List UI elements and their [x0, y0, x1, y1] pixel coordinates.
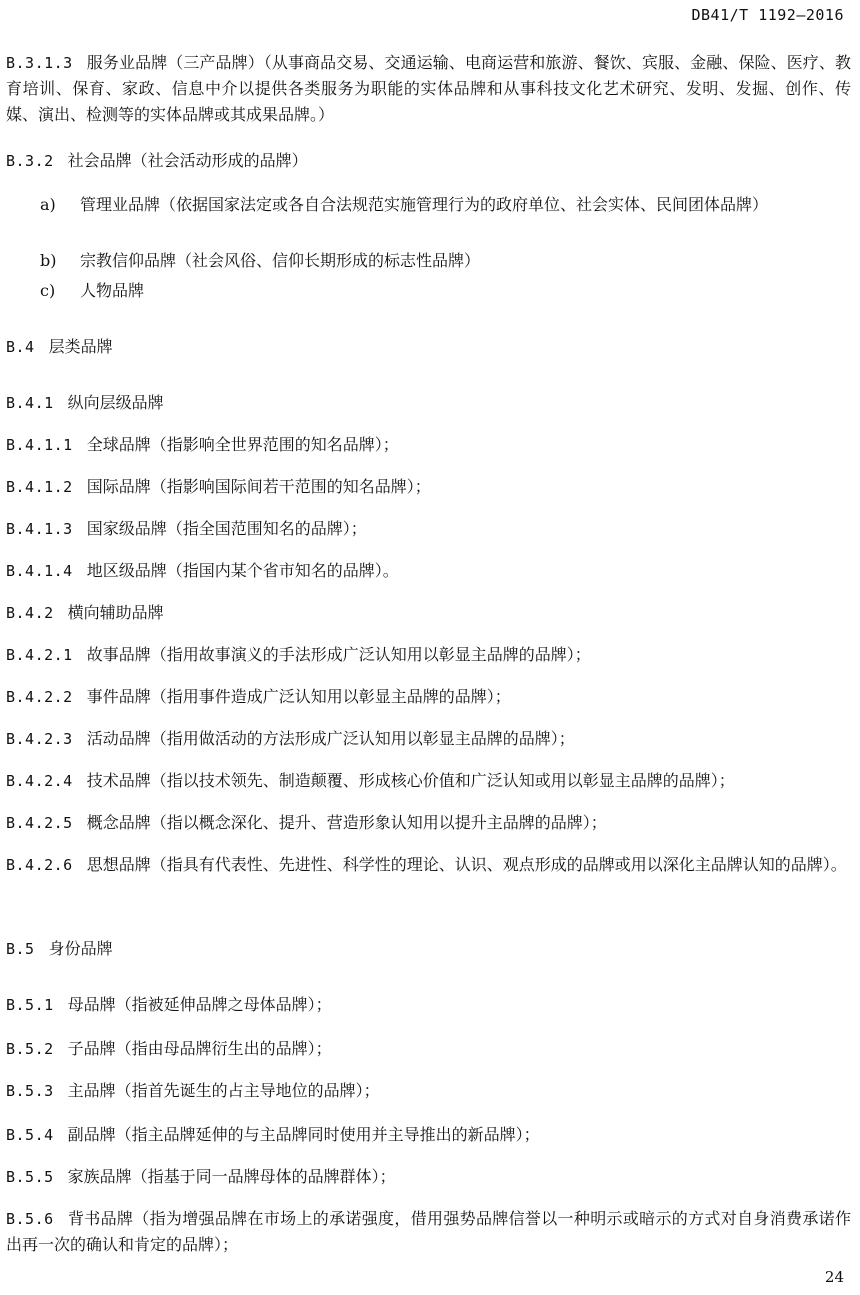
clause-text: 思想品牌（指具有代表性、先进性、科学性的理论、认识、观点形成的品牌或用以深化主品牌认知的品牌）。: [86, 855, 847, 874]
clause-b4-2-6: [6, 852, 851, 878]
clause-number: B.5: [6, 940, 35, 958]
clause-number: B.4: [6, 338, 35, 356]
clause-number: B.5.3: [6, 1082, 54, 1100]
clause-text: 概念品牌（指以概念深化、提升、营造形象认知用以提升主品牌的品牌）；: [86, 813, 607, 832]
clause-b4-2-4: [6, 768, 851, 794]
clause-text: 社会品牌（社会活动形成的品牌）: [67, 151, 308, 170]
clause-b4-2: [6, 600, 851, 626]
clause-b4-2-1: [6, 642, 851, 668]
list-marker: c): [40, 281, 56, 300]
clause-text: 服务业品牌（三产品牌）（从事商品交易、交通运输、电商运营和旅游、餐饮、宾服、金融、保险、医疗、教育培训、保育、家政、信息中介以提供各类服务为职能的实体品牌和从事科技文化艺术研究、发明、发掘、创作、传媒、演出、检测等的实体品牌或其成果品牌。）: [6, 53, 851, 124]
clause-number: B.5.6: [6, 1210, 54, 1228]
clause-text: 身份品牌: [48, 939, 113, 958]
standard-code: DB41/T 1192—2016: [691, 6, 844, 24]
clause-b5-4: [6, 1122, 851, 1148]
page-number: 24: [824, 1268, 844, 1286]
clause-b5-5: [6, 1164, 851, 1190]
clause-b4-2-3: [6, 726, 851, 752]
clause-number: B.4.1.4: [6, 562, 73, 580]
clause-b3-1-3: [6, 50, 851, 128]
clause-text: 故事品牌（指用故事演义的手法形成广泛认知用以彰显主品牌的品牌）；: [86, 645, 591, 664]
clause-text: 层类品牌: [48, 337, 113, 356]
clause-number: B.4.2.3: [6, 730, 73, 748]
clause-number: B.3.1.3: [6, 54, 73, 72]
clause-number: B.5.5: [6, 1168, 54, 1186]
clause-b3-2: [6, 148, 851, 174]
clause-b5-6: [6, 1206, 851, 1258]
list-item-a: [40, 192, 855, 218]
clause-number: B.4.2.1: [6, 646, 73, 664]
clause-number: B.4.2.6: [6, 856, 73, 874]
clause-b4-2-2: [6, 684, 851, 710]
clause-b5-2: [6, 1036, 851, 1062]
section-b4: [6, 334, 851, 360]
clause-b4-2-5: [6, 810, 851, 836]
clause-number: B.4.1: [6, 394, 54, 412]
list-item-b: [40, 248, 855, 274]
clause-b5-1: [6, 992, 851, 1018]
clause-text: 主品牌（指首先诞生的占主导地位的品牌）；: [67, 1081, 380, 1100]
clause-b4-1-3: [6, 516, 851, 542]
clause-b4-1-1: [6, 432, 851, 458]
list-item-c: [40, 278, 855, 304]
clause-number: B.4.2.4: [6, 772, 73, 790]
list-text: 宗教信仰品牌（社会风俗、信仰长期形成的标志性品牌）: [80, 251, 481, 270]
clause-number: B.3.2: [6, 152, 54, 170]
list-marker: b): [40, 251, 57, 270]
clause-b5-3: [6, 1078, 851, 1104]
section-b5: [6, 936, 851, 962]
clause-text: 纵向层级品牌: [67, 393, 164, 412]
clause-text: 国际品牌（指影响国际间若干范围的知名品牌）；: [86, 477, 431, 496]
clause-number: B.4.1.2: [6, 478, 73, 496]
clause-b4-1-4: [6, 558, 851, 584]
clause-text: 副品牌（指主品牌延伸的与主品牌同时使用并主导推出的新品牌）；: [67, 1125, 540, 1144]
clause-b4-1: [6, 390, 851, 416]
clause-text: 事件品牌（指用事件造成广泛认知用以彰显主品牌的品牌）；: [86, 687, 511, 706]
list-text: 管理业品牌（依据国家法定或各自合法规范实施管理行为的政府单位、社会实体、民间团体品牌）: [80, 195, 769, 214]
clause-text: 全球品牌（指影响全世界范围的知名品牌）；: [86, 435, 399, 454]
clause-number: B.4.1.1: [6, 436, 73, 454]
clause-number: B.4.2.2: [6, 688, 73, 706]
clause-text: 国家级品牌（指全国范围知名的品牌）；: [86, 519, 367, 538]
list-text: 人物品牌: [80, 281, 145, 300]
clause-text: 母品牌（指被延伸品牌之母体品牌）；: [67, 995, 332, 1014]
clause-number: B.5.4: [6, 1126, 54, 1144]
clause-number: B.4.2: [6, 604, 54, 622]
clause-text: 家族品牌（指基于同一品牌母体的品牌群体）；: [67, 1167, 396, 1186]
clause-text: 横向辅助品牌: [67, 603, 164, 622]
clause-text: 技术品牌（指以技术领先、制造颠覆、形成核心价值和广泛认知或用以彰显主品牌的品牌）；: [86, 771, 735, 790]
clause-number: B.5.2: [6, 1040, 54, 1058]
list-marker: a): [40, 195, 56, 214]
clause-text: 地区级品牌（指国内某个省市知名的品牌）。: [86, 561, 399, 580]
clause-b4-1-2: [6, 474, 851, 500]
clause-number: B.4.1.3: [6, 520, 73, 538]
clause-number: B.5.1: [6, 996, 54, 1014]
clause-number: B.4.2.5: [6, 814, 73, 832]
clause-text: 活动品牌（指用做活动的方法形成广泛认知用以彰显主品牌的品牌）；: [86, 729, 575, 748]
clause-text: 背书品牌（指为增强品牌在市场上的承诺强度，借用强势品牌信誉以一种明示或暗示的方式对自身消费承诺作出再一次的确认和肯定的品牌）；: [6, 1209, 851, 1254]
clause-text: 子品牌（指由母品牌衍生出的品牌）；: [67, 1039, 332, 1058]
